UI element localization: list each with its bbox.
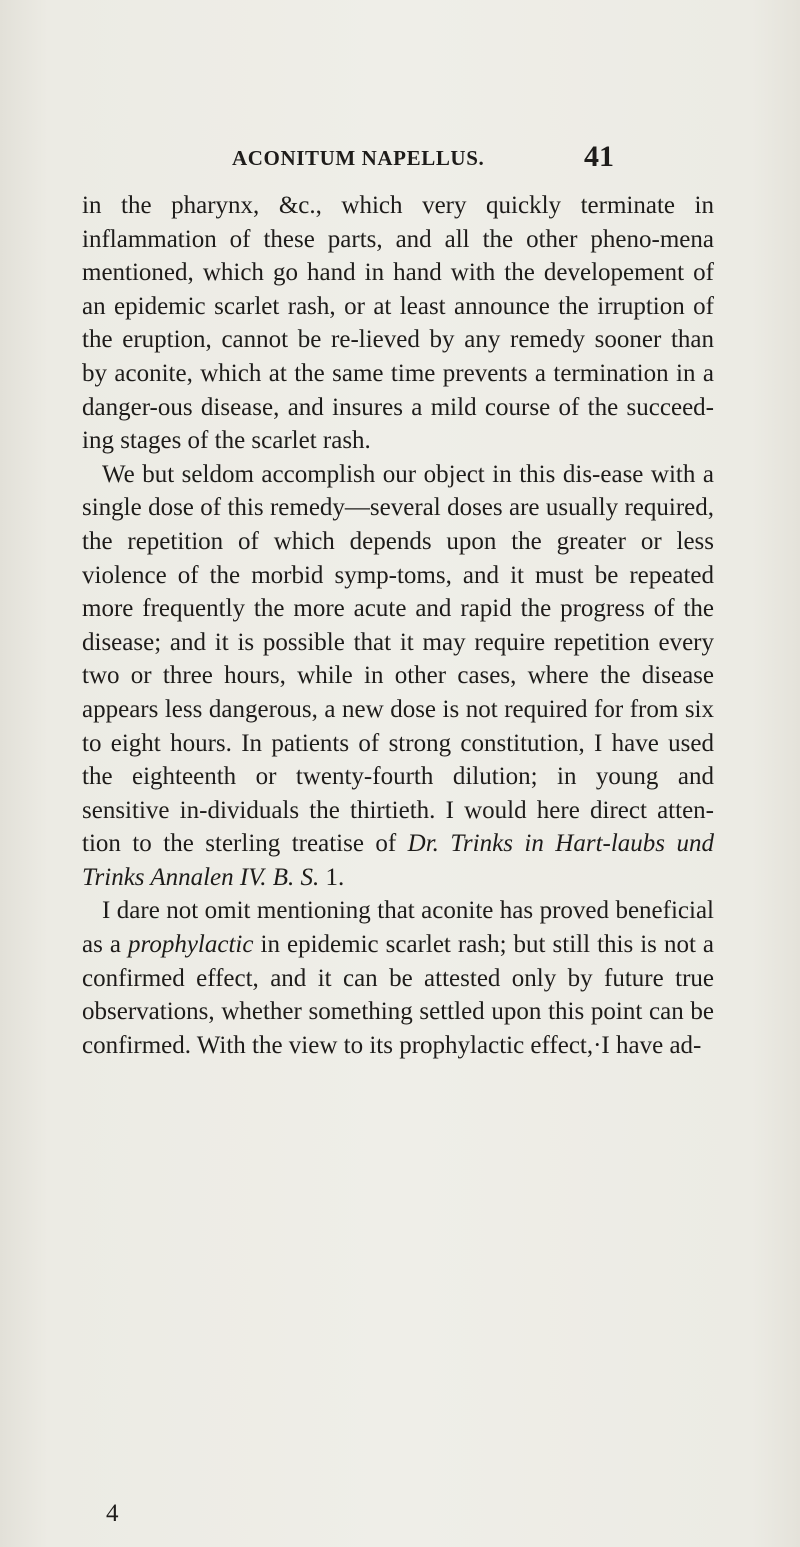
signature-mark: 4: [106, 1500, 119, 1527]
italic-term: prophylactic: [128, 931, 254, 959]
paragraph-3-text-start: I dare not omit mentioning that aconite has proved beneficial as a: [82, 897, 714, 959]
paragraph-2-text: We but seldom accomplish our object in this dis-ease with a single dose of this remedy—several doses are usually required, the repetition of which depends upon the greater or less violence of the morbid symp-toms, and it must be repeated more frequently the more acute and rapid the progress of the disease; and it is possible that it may require repetition every two or three hours, while in other cases, where the disease appears less dangerous, a new dose is not required for from six to eight hours. In patients of strong constitution, I have used the eighteenth or twenty-fourth dilution; in young and sensitive in-dividuals the thirtieth. I would here direct atten-tion to the sterling treatise of: [82, 460, 714, 858]
page-number: 41: [584, 140, 614, 173]
paragraph-3-text-end: in epidemic scarlet rash; but still this is not a confirmed effect, and it can be attested only by future true observations, whether something settled upon this point can be confirmed. With the view to its prophylactic effect,·I have ad-: [82, 931, 715, 1059]
body-text: [82, 189, 714, 1062]
citation-reference: Dr. Trinks in Hart-laubs und Trinks Annalen IV. B. S.: [82, 830, 714, 891]
paragraph-3: [82, 894, 714, 1062]
paragraph-2: [82, 458, 714, 895]
page-header: [0, 140, 800, 180]
running-head: ACONITUM NAPELLUS.: [232, 146, 485, 170]
paragraph-1: in the pharynx, &c., which very quickly terminate in inflammation of these parts, and all the other pheno-mena mentioned, which go hand in hand with the developement of an epidemic scarlet rash, or at least announce the irruption of the eruption, cannot be re-lieved by any remedy sooner than by aconite, which at the same time prevents a termination in a danger-ous disease, and insures a mild course of the succeed-ing stages of the scarlet rash.: [82, 192, 714, 455]
citation-number: 1.: [325, 863, 345, 891]
